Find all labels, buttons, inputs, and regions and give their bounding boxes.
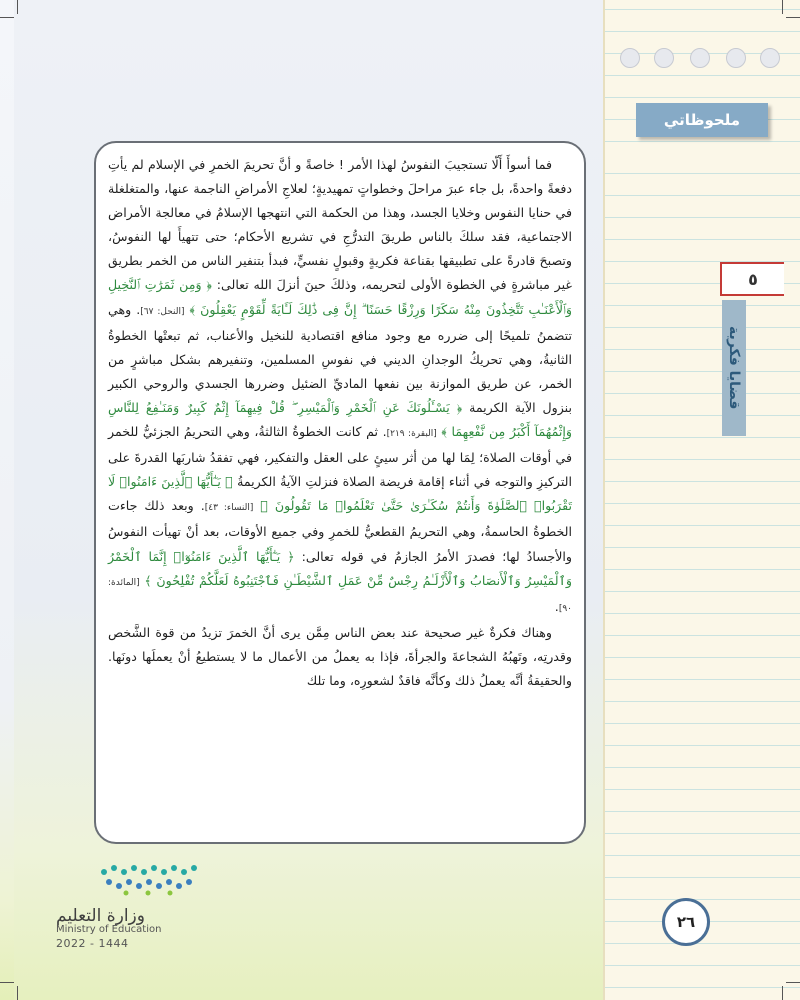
- crop-mark: [0, 982, 14, 983]
- unit-side-label: قضايا فكرية: [722, 300, 746, 436]
- text-segment: . وهي تتضمنُ تلميحًا إلى ضرره مع وجود منافع اقتصادية للنخيل والأعناب، ثم تبعتْها الخطوةُ الثانيةُ، وهي تحريكُ الوجدانِ الديني في نفوسِ المسلمين، وتنفيرهم بشكل مباشرٍ من الخمر، عن طريق الموازنة بين نفعها الماديِّ الضئيل وضررها الجسدي والروحي الكبير بنزول الآية الكريمة: [108, 301, 572, 415]
- binder-hole: [620, 48, 640, 68]
- verse-reference: [النحل: ٦٧]: [140, 306, 185, 317]
- verse-reference: [المائدة: ٩٠]: [108, 577, 572, 614]
- crop-mark: [786, 982, 800, 983]
- text-card: [94, 141, 586, 844]
- text-segment: . وبعد ذلك جاءت الخطوةُ الحاسمةُ، وهي التحريمُ القطعيُّ للخمرِ وفي جميع الأوقات، بعد أنْ تهيأت النفوسُ والأجسادُ لها؛ فصدرَ الأمرُ الجازمُ في قوله تعالى:: [108, 498, 572, 564]
- binder-hole: [654, 48, 674, 68]
- crop-mark: [0, 17, 14, 18]
- page-number: ٢٦: [662, 898, 710, 946]
- quran-verse: ﴿ يَـٰٓأَيُّهَا ٱلَّذِينَ ءَامَنُوٓا۟ إِنَّمَا ٱلْخَمْرُ وَٱلْمَيْسِرُ وَٱلْأَنصَابُ وَٱلْأَزْلَـٰمُ رِجْسٌ مِّنْ عَمَلِ ٱلشَّيْطَـٰنِ فَٱجْتَنِبُوهُ لَعَلَّكُمْ تُفْلِحُونَ ﴾: [108, 548, 572, 588]
- verse-reference: [البقرة: ٢١٩]: [386, 429, 437, 440]
- verse-reference: [النساء: ٤٣]: [204, 503, 254, 514]
- text-segment: فما أسوأَ أَلّا تستجيبَ النفوسُ لهذا الأمر ! خاصةً و أنَّ تحريمَ الخمرِ في الإسلام لم يأتِ دفعةً واحدةً، بل جاء عبرَ مراحلَ وخطواتٍ تمهيديةٍ؛ لعلاجِ الأمراضِ الناجمة عنها، والمتغلغلة في حنايا النفوس وخلايا الجسد، وهذا من الحكمة التي انتهجها الإسلامُ في معالجة الأمراض الاجتماعية، فقد سلكَ بالناس طريقَ التدرُّجِ في تشريع الأحكام؛ حتى تتهيأَ لها النفوسُ، وتصبحَ قادرةً على تطبيقها بقناعة فكريةٍ وقبولٍ نفسيٍّ، فبدأ بتنفير الناس من الخمر بطريق غير مباشرةٍ في الخطوة الأولى لتحريمه، وذلكَ حينَ أنزلَ الله تعالى:: [108, 157, 572, 293]
- notes-panel: [603, 0, 800, 1000]
- quran-verse: ﴿ يَسْـَٔلُونَكَ عَنِ ٱلْخَمْرِ وَٱلْمَيْسِرِ ۖ قُلْ فِيهِمَآ إِثْمٌ كَبِيرٌ وَمَنَـٰفِعُ لِلنَّاسِ وَإِثْمُهُمَآ أَكْبَرُ مِن نَّفْعِهِمَا ﴾: [108, 399, 572, 440]
- crop-mark: [782, 0, 783, 14]
- crop-mark: [782, 986, 783, 1000]
- lesson-text: [108, 153, 572, 693]
- paragraph: وهناك فكرةٌ غير صحيحة عند بعض الناس مِمَّن يرى أنَّ الخمرَ تزيدُ من قوة الشَّخص وقدرتِه، وتَهبُهُ الشجاعةَ والجرأةَ، فإذا به يعملُ من الأعمال ما لا يستطيعُ أنْ يعملَها دونَها. والحقيقةُ أنَّه يعملُ ذلك وكأنَّه فاقدٌ لشعورِه، وما تلك: [108, 624, 572, 688]
- ministry-name-english: Ministry of Education: [56, 924, 162, 935]
- quran-verse: ﴿ يَـٰٓأَيُّهَا ٱلَّذِينَ ءَامَنُوا۟ لَا تَقْرَبُوا۟ ٱلصَّلَوٰةَ وَأَنتُمْ سُكَـٰرَىٰ حَتَّىٰ تَعْلَمُوا۟ مَا تَقُولُونَ ﴾: [108, 474, 572, 514]
- binder-hole: [690, 48, 710, 68]
- crop-mark: [17, 986, 18, 1000]
- crop-mark: [17, 0, 18, 14]
- academic-year: 2022 - 1444: [56, 937, 129, 950]
- ministry-dots-icon: [96, 862, 200, 896]
- text-segment: . ثم كانت الخطوةُ الثالثةُ، وهي التحريمُ الجزئيُّ للخمر في أوقات الصلاة؛ لِمَا لها من أثر سيئٍ على العقل والتفكير، فهي تفقدُ شاربَها القدرةَ على التركيزِ والتوجه في أثناء إقامة فريضة الصلاة فنزلتِ الآيةُ الكريمةُ: [108, 424, 572, 490]
- quran-verse: ﴿ وَمِن ثَمَرَٰتِ ٱلنَّخِيلِ وَٱلْأَعْنَـٰبِ تَتَّخِذُونَ مِنْهُ سَكَرًا وَرِزْقًا حَسَنًا ۗ إِنَّ فِى ذَٰلِكَ لَـَٔايَةً لِّقَوْمٍ يَعْقِلُونَ ﴾: [108, 277, 572, 317]
- crop-mark: [786, 17, 800, 18]
- binder-hole: [726, 48, 746, 68]
- ministry-logo: [40, 862, 190, 962]
- binder-hole: [760, 48, 780, 68]
- paragraph: فما أسوأَ أَلّا تستجيبَ النفوسُ لهذا الأمر ! خاصةً و أنَّ تحريمَ الخمرِ في الإسلام لم يأتِ دفعةً واحدةً، بل جاء عبرَ مراحلَ وخطواتٍ تمهيديةٍ؛ لعلاجِ الأمراضِ الناجمة عنها، والمتغلغلة في حنايا النفوس وخلايا الجسد، وهذا من الحكمة التي انتهجها الإسلامُ في معالجة الأمراض الاجتماعية، فقد سلكَ بالناس طريقَ التدرُّجِ في تشريع الأحكام؛ حتى تتهيأَ لها النفوسُ، وتصبحَ قادرةً على تطبيقها بقناعة فكريةٍ وقبولٍ نفسيٍّ، فبدأ بتنفير الناس من الخمر بطريق غير مباشرةٍ في الخطوة الأولى لتحريمه، وذلكَ حينَ أنزلَ الله تعالى: ﴿ وَمِن ثَمَرَٰتِ ٱلنَّخِيلِ وَٱلْأَعْنَـٰبِ تَتَّخِذُونَ مِنْهُ سَكَرًا وَرِزْقًا حَسَنًا ۗ إِنَّ فِى ذَٰلِكَ لَـَٔايَةً لِّقَوْمٍ يَعْقِلُونَ ﴾ [النحل: ٦٧]. وهي تتضمنُ تلميحًا إلى ضرره مع وجود منافع اقتصادية للنخيل والأعناب، ثم تبعتْها الخطوةُ الثانيةُ، وهي تحريكُ الوجدانِ الديني في نفوسِ المسلمين، وتنفيرهم بشكل مباشرٍ من الخمر، عن طريق الموازنة بين نفعها الماديِّ الضئيل وضررها الجسدي والروحي الكبير بنزول الآية الكريمة ﴿ يَسْـَٔلُونَكَ عَنِ ٱلْخَمْرِ وَٱلْمَيْسِرِ ۖ قُلْ فِيهِمَآ إِثْمٌ كَبِيرٌ وَمَنَـٰفِعُ لِلنَّاسِ وَإِثْمُهُمَآ أَكْبَرُ مِن نَّفْعِهِمَا ﴾ [البقرة: ٢١٩]. ثم كانت الخطوةُ الثالثةُ، وهي التحريمُ الجزئيُّ للخمر في أوقات الصلاة؛ لِمَا لها من أثر سيئٍ على العقل والتفكير، فهي تفقدُ شاربَها القدرةَ على التركيزِ والتوجه في أثناء إقامة فريضة الصلاة فنزلتِ الآيةُ الكريمةُ ﴿ يَـٰٓأَيُّهَا ٱلَّذِينَ ءَامَنُوا۟ لَا تَقْرَبُوا۟ ٱلصَّلَوٰةَ وَأَنتُمْ سُكَـٰرَىٰ حَتَّىٰ تَعْلَمُوا۟ مَا تَقُولُونَ ﴾ [النساء: ٤٣]. وبعد ذلك جاءت الخطوةُ الحاسمةُ، وهي التحريمُ القطعيُّ للخمرِ وفي جميع الأوقات، بعد أنْ تهيأت النفوسُ والأجسادُ لها؛ فصدرَ الأمرُ الجازمُ في قوله تعالى: ﴿ يَـٰٓأَيُّهَا ٱلَّذِينَ ءَامَنُوٓا۟ إِنَّمَا ٱلْخَمْرُ وَٱلْمَيْسِرُ وَٱلْأَنصَابُ وَٱلْأَزْلَـٰمُ رِجْسٌ مِّنْ عَمَلِ ٱلشَّيْطَـٰنِ فَٱجْتَنِبُوهُ لَعَلَّكُمْ تُفْلِحُونَ ﴾ [المائدة: ٩٠].: [108, 157, 572, 614]
- unit-number: ٥: [720, 262, 784, 296]
- notes-title: ملحوظاتي: [636, 103, 768, 137]
- ministry-name-arabic: وزارة التعليم: [56, 906, 145, 926]
